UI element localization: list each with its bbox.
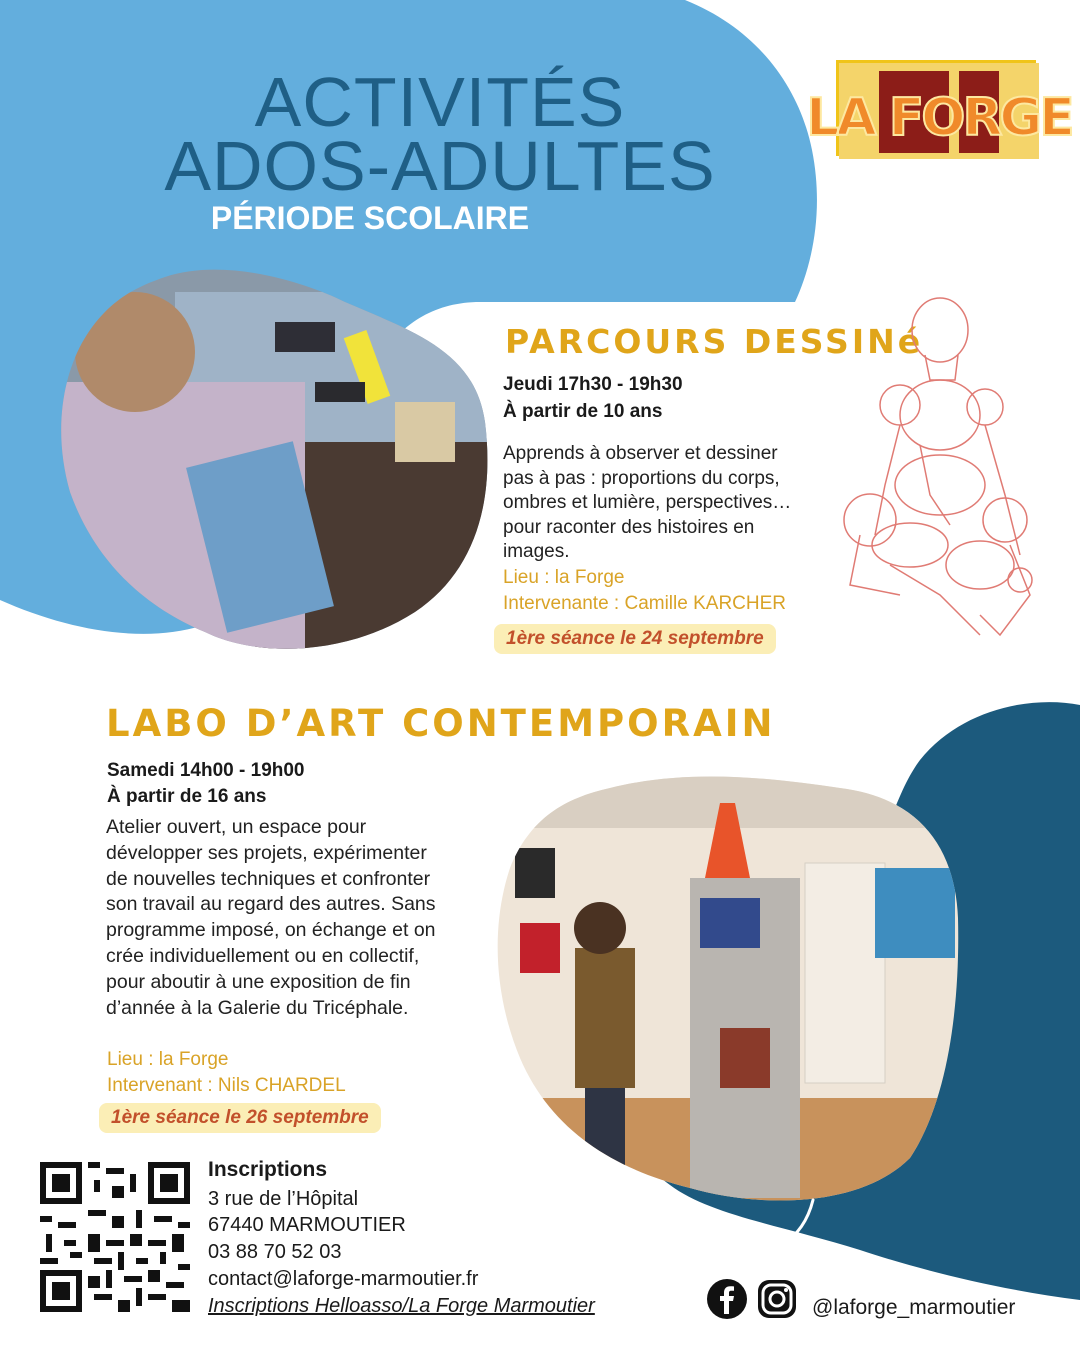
contact-address-city: 67440 MARMOUTIER	[208, 1214, 406, 1236]
page-subtitle: PÉRIODE SCOLAIRE	[210, 200, 530, 236]
labo-desc-line: pour aboutir à une exposition de fin	[106, 970, 411, 993]
labo-first-session-badge: 1ère séance le 26 septembre	[99, 1103, 381, 1133]
labo-desc-line: développer ses projets, expérimenter	[106, 841, 427, 864]
parcours-age: À partir de 10 ans	[503, 401, 663, 422]
parcours-desc-line: ombres et lumière, perspectives…	[503, 492, 792, 513]
labo-schedule: Samedi 14h00 - 19h00	[107, 760, 305, 781]
labo-desc-line: d’année à la Galerie du Tricéphale.	[106, 996, 409, 1019]
arrow-down-icon	[768, 1195, 828, 1257]
title-line-2: ADOS-ADULTES	[164, 127, 716, 205]
qr-code[interactable]	[40, 1162, 190, 1312]
page-title	[120, 63, 760, 205]
labo-desc-line: Atelier ouvert, un espace pour	[106, 816, 367, 838]
contact-address-street: 3 rue de l’Hôpital	[208, 1188, 359, 1210]
facebook-icon[interactable]	[706, 1278, 748, 1320]
labo-title: LABO D’ART CONTEMPORAIN	[106, 702, 776, 745]
title-line-1: ACTIVITÉS	[254, 63, 626, 141]
logo-text: LA FORGE	[806, 88, 1072, 148]
labo-intervenant: Intervenant : Nils CHARDEL	[107, 1075, 346, 1096]
labo-lieu: Lieu : la Forge	[107, 1049, 229, 1070]
parcours-desc-line: images.	[503, 541, 570, 562]
labo-desc-line: crée individuellement ou en collectif,	[106, 944, 420, 967]
parcours-title: PARCOURS DESSINé	[505, 322, 924, 361]
instagram-icon[interactable]	[756, 1278, 798, 1320]
labo-age: À partir de 16 ans	[107, 786, 267, 807]
parcours-description	[503, 442, 833, 565]
parcours-lieu: Lieu : la Forge	[503, 567, 625, 588]
parcours-desc-line: pas à pas : proportions du corps,	[503, 467, 780, 489]
figure-sketch-illustration	[830, 295, 1050, 655]
social-handle[interactable]: @laforge_marmoutier	[812, 1296, 1016, 1319]
labo-desc-line: son travail au regard des autres. Sans	[106, 893, 436, 916]
contact-email[interactable]: contact@laforge-marmoutier.fr	[208, 1268, 479, 1290]
parcours-intervenant: Intervenante : Camille KARCHER	[503, 593, 786, 614]
parcours-desc-line: pour raconter des histoires en	[503, 516, 755, 538]
parcours-desc-line: Apprends à observer et dessiner	[503, 443, 778, 464]
contact-phone: 03 88 70 52 03	[208, 1241, 342, 1263]
photo-art-studio	[490, 768, 960, 1208]
labo-desc-line: de nouvelles techniques et confronter	[106, 867, 431, 890]
labo-desc-line: programme imposé, on échange et on	[106, 919, 436, 942]
helloasso-link[interactable]: Inscriptions Helloasso/La Forge Marmoutier	[208, 1295, 595, 1317]
labo-description	[106, 815, 486, 1021]
parcours-first-session-badge: 1ère séance le 24 septembre	[494, 624, 776, 654]
contact-title: Inscriptions	[208, 1158, 328, 1181]
photo-drawing-workshop	[55, 262, 495, 652]
parcours-schedule: Jeudi 17h30 - 19h30	[503, 374, 683, 395]
la-forge-logo	[806, 60, 1072, 156]
